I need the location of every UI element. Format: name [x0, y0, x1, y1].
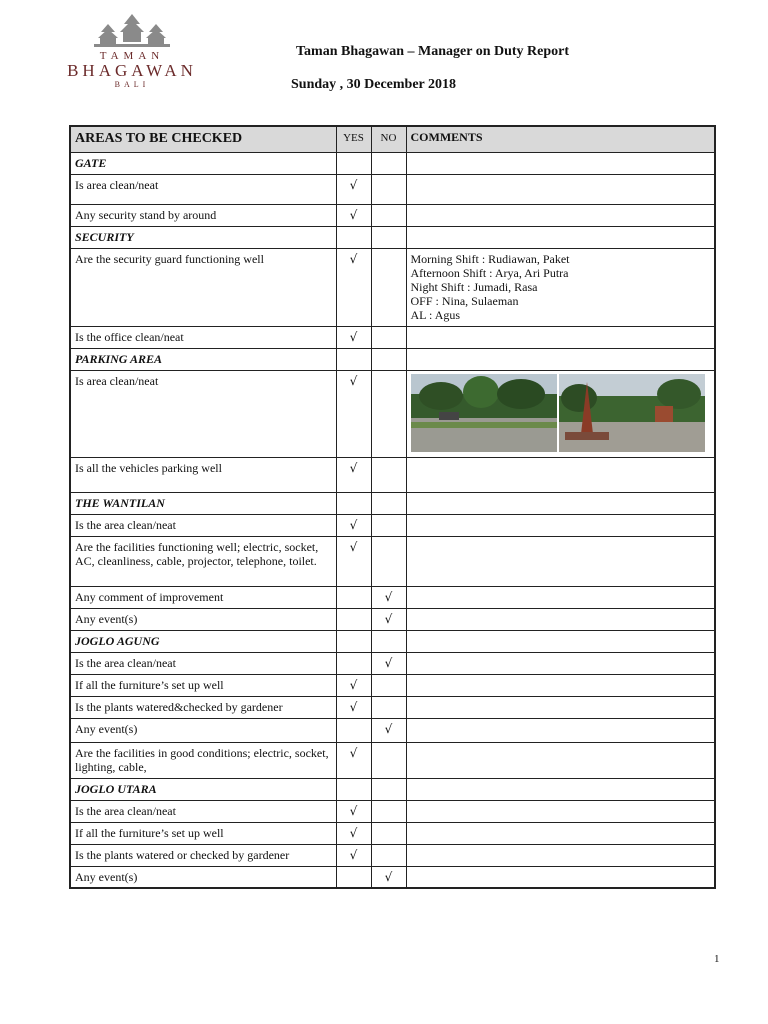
logo-text-bali: BALI [114, 80, 150, 89]
row-label: If all the furniture’s set up well [70, 822, 336, 844]
hotel-logo [52, 12, 212, 96]
section-joglo-utara: JOGLO UTARA [70, 778, 336, 800]
yes-check: √ [336, 536, 371, 586]
shift-line: OFF : Nina, Sulaeman [410, 293, 519, 308]
yes-check: √ [336, 174, 371, 204]
report-title: Taman Bhagawan – Manager on Duty Report [296, 44, 570, 59]
header-no: NO [371, 126, 406, 152]
yes-check: √ [336, 696, 371, 718]
shift-line: Morning Shift : Rudiawan, Paket [410, 251, 570, 266]
no-check: √ [371, 718, 406, 742]
no-check: √ [371, 652, 406, 674]
row-label: Any event(s) [70, 718, 336, 742]
section-parking: PARKING AREA [70, 348, 336, 370]
no-check: √ [371, 866, 406, 888]
row-label: Is the area clean/neat [70, 800, 336, 822]
yes-check: √ [336, 844, 371, 866]
yes-check: √ [336, 822, 371, 844]
parking-photo-1 [411, 374, 557, 452]
yes-check: √ [336, 800, 371, 822]
row-label: Any event(s) [70, 866, 336, 888]
row-label: Are the facilities in good conditions; electric, socket, lighting, cable, [70, 742, 336, 778]
report-date: Sunday , 30 December 2018 [291, 77, 457, 92]
yes-check: √ [336, 742, 371, 778]
parking-photo-2 [559, 374, 705, 452]
row-label: If all the furniture’s set up well [70, 674, 336, 696]
temple-logo-icon [92, 12, 172, 50]
logo-text-taman: TAMAN [99, 50, 165, 62]
yes-check: √ [336, 326, 371, 348]
shift-line: AL : Agus [410, 307, 461, 322]
section-wantilan: THE WANTILAN [70, 492, 336, 514]
no-check: √ [371, 608, 406, 630]
section-gate: GATE [70, 152, 336, 174]
row-label: Is the plants watered&checked by gardener [70, 696, 336, 718]
header-areas: AREAS TO BE CHECKED [70, 126, 336, 152]
shift-line: Afternoon Shift : Arya, Ari Putra [410, 265, 569, 280]
row-label: Any event(s) [70, 608, 336, 630]
row-label: Is the office clean/neat [70, 326, 336, 348]
section-joglo-agung: JOGLO AGUNG [70, 630, 336, 652]
row-label: Is the area clean/neat [70, 514, 336, 536]
yes-check: √ [336, 248, 371, 326]
yes-check: √ [336, 204, 371, 226]
yes-check: √ [336, 457, 371, 492]
row-label: Is area clean/neat [70, 174, 336, 204]
logo-text-bhagawan: BHAGAWAN [67, 61, 197, 80]
yes-check: √ [336, 370, 371, 457]
no-check: √ [371, 586, 406, 608]
shift-line: Night Shift : Jumadi, Rasa [410, 279, 538, 294]
row-label: Is area clean/neat [70, 370, 336, 457]
row-label: Any comment of improvement [70, 586, 336, 608]
yes-check: √ [336, 514, 371, 536]
row-label: Are the security guard functioning well [70, 248, 336, 326]
yes-check: √ [336, 674, 371, 696]
header-yes: YES [336, 126, 371, 152]
security-shift-comments [406, 248, 715, 326]
row-label: Is all the vehicles parking well [70, 457, 336, 492]
row-label: Is the plants watered or checked by gardener [70, 844, 336, 866]
page-number: 1 [714, 953, 720, 965]
checklist-table [69, 125, 716, 889]
row-label: Are the facilities functioning well; electric, socket, AC, cleanliness, cable, projector, telephone, toilet. [70, 536, 336, 586]
header-comments: COMMENTS [406, 126, 715, 152]
section-security: SECURITY [70, 226, 336, 248]
parking-photos [406, 370, 715, 457]
row-label: Is the area clean/neat [70, 652, 336, 674]
row-label: Any security stand by around [70, 204, 336, 226]
